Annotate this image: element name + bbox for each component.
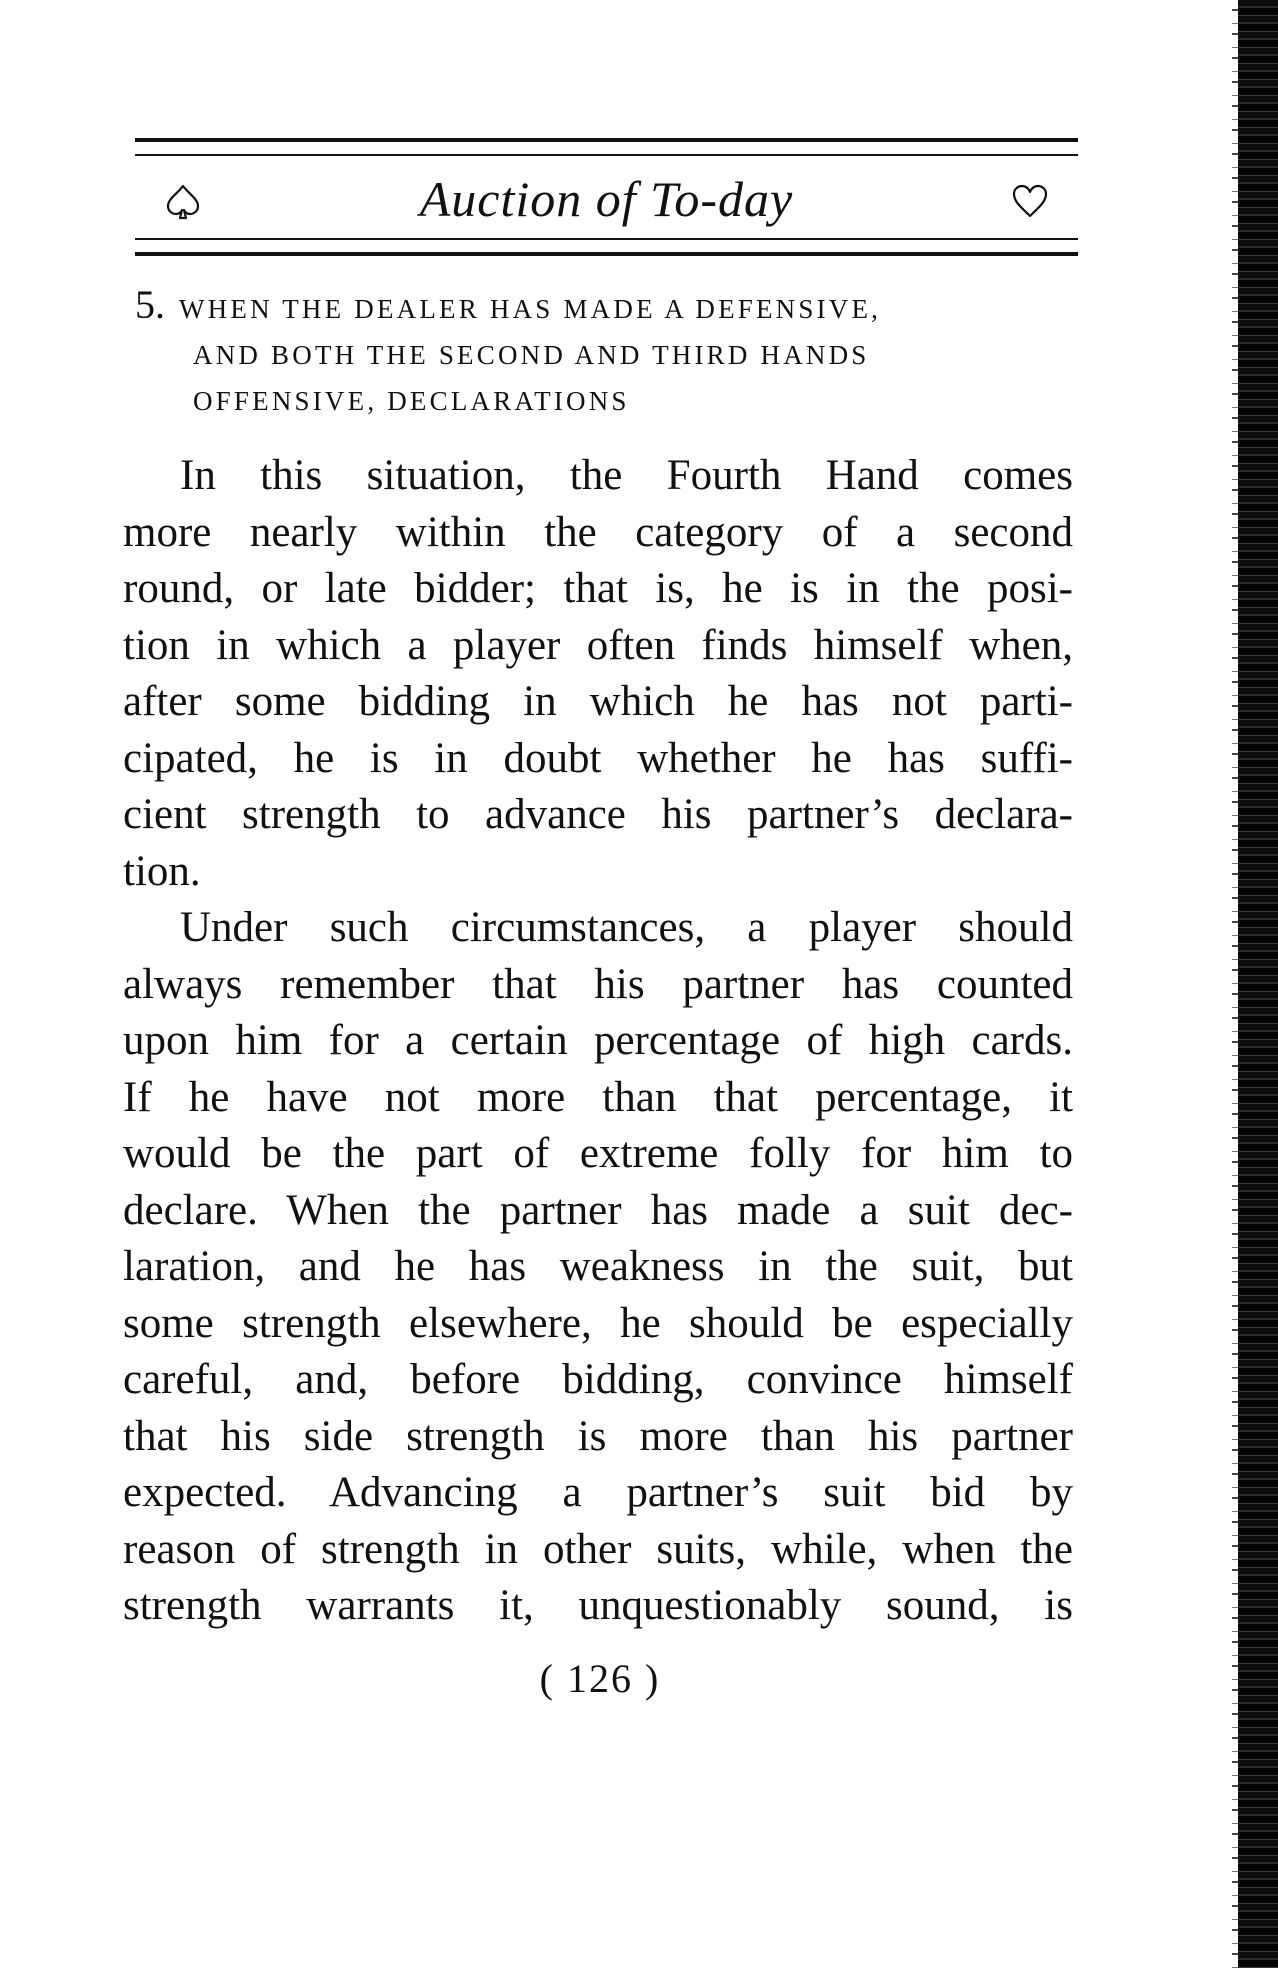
text-line: that his side strength is more than his partner [123,1412,1073,1460]
text-line: would be the part of extreme folly for him to [123,1130,1073,1177]
section-heading [135,282,1075,424]
heart-icon [1010,182,1050,222]
header-rule-bottom-thin [135,238,1078,240]
text-line: tion. [123,847,201,895]
body-text [123,448,1073,1635]
section-heading-line: 5. WHEN THE DEALER HAS MADE A DEFENSIVE, [135,282,882,327]
text-line: laration, and he has weakness in the suit, but [123,1243,1073,1290]
text-line: after some bidding in which he has not parti- [123,678,1073,725]
section-heading-line: OFFENSIVE, DECLARATIONS [193,386,630,416]
text-line: careful, and, before bidding, convince himself [123,1356,1073,1403]
binding-edge [1238,0,1278,1968]
text-line: strength warrants it, unquestionably sound, is [123,1582,1073,1629]
running-head [135,168,1078,230]
text-line: In this situation, the Fourth Hand comes [180,452,1073,499]
text-line: If he have not more than that percentage, it [123,1073,1073,1121]
header-rule-top-thin [135,154,1078,156]
text-line: upon him for a certain percentage of high cards. [123,1017,1073,1064]
text-line: declare. When the partner has made a suit dec- [123,1186,1073,1234]
page-number: ( 126 ) [539,1656,661,1701]
text-line: cient strength to advance his partner’s declara- [123,791,1073,838]
section-heading-line: AND BOTH THE SECOND AND THIRD HANDS [193,340,870,370]
paragraph-1 [123,448,1073,900]
text-line: some strength elsewhere, he should be especially [123,1299,1073,1347]
header-rule-top-thick [135,138,1078,142]
running-title: Auction of To-day [419,171,794,227]
header-rule-bottom-thick [135,252,1078,256]
text-line: round, or late bidder; that is, he is in the posi- [123,565,1073,612]
text-line: more nearly within the category of a second [123,508,1073,556]
text-line: cipated, he is in doubt whether he has suffi- [123,734,1073,782]
text-line: always remember that his partner has counted [123,960,1073,1008]
paragraph-2 [123,900,1073,1635]
text-line: tion in which a player often finds himself when, [123,621,1073,669]
text-line: expected. Advancing a partner’s suit bid by [123,1469,1073,1516]
section-number: 5. [135,282,165,327]
text-line: reason of strength in other suits, while, when the [123,1525,1073,1573]
text-line: Under such circumstances, a player should [180,904,1073,951]
